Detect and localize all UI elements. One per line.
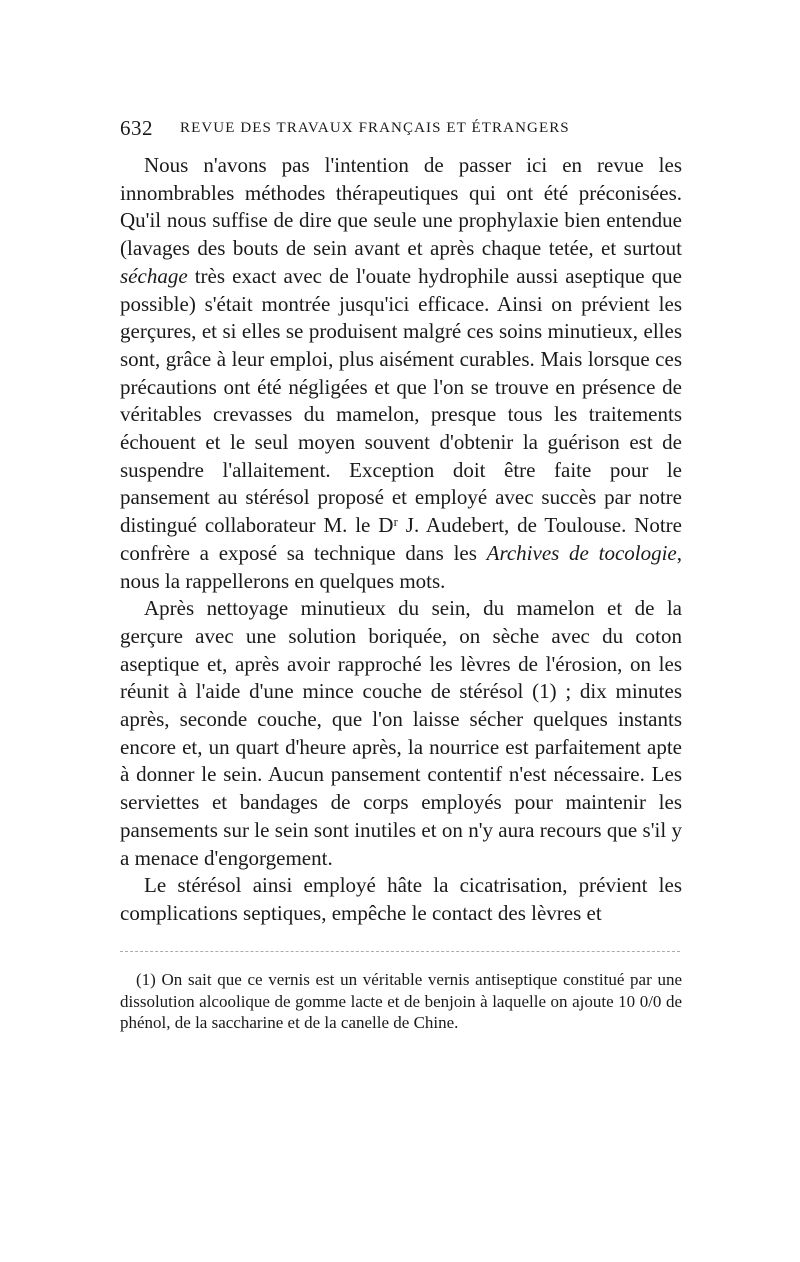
paragraph-2: Après nettoyage minutieux du sein, du mamelon et de la gerçure avec une solution boriquée, on sèche avec du coton aseptique et, après avoir rapproché les lèvres de l'érosion, on les réunit à l'aide d'une mince couche de stérésol (1) ; dix minutes après, seconde couche, que l'on laisse sécher quelques instants encore et, un quart d'heure après, la nourrice est parfaitement apte à donner le sein. Aucun pansement contentif n'est nécessaire. Les serviettes et bandages de corps employés pour maintenir les pansements sur le sein sont inutiles et on n'y aura recours que s'il y a menace d'engorgement. [120, 596, 682, 870]
paragraph-1-emphasis-archives: Archives de tocologie [486, 540, 677, 565]
footnote-text: (1) On sait que ce vernis est un véritable vernis antiseptique constitué par une dissolution alcoolique de gomme lacte et de benjoin à laquelle on ajoute 10 0/0 de phénol, de la saccharine et de la canelle de Chine. [120, 970, 682, 1032]
footnote [120, 969, 682, 1034]
paragraph-1 [120, 152, 682, 595]
paragraph-1-text-b: très exact avec de l'ouate hydrophile aussi aseptique que possible) s'était montrée jusqu'ici efficace. Ainsi on prévient les gerçures, et si elles se produisent malgré ces soins minutieux, elles sont, grâce à leur emploi, plus aisément curables. Mais lorsque ces précautions ont été négligées et que l'on se trouve en présence de véritables crevasses du mamelon, presque tous les traitements échouent et le seul moyen souvent d'obtenir la guérison est de suspendre l'allaitement. Exception doit être faite pour le pansement au stérésol proposé et employé avec succès par notre distingué collaborateur M. le Dʳ J. Audebert, de Toulouse. Notre confrère a exposé sa technique dans les [120, 263, 682, 565]
footnote-divider [120, 951, 680, 952]
paragraph-1-emphasis-sechage: séchage [120, 263, 188, 288]
body-text [120, 152, 682, 928]
paragraph-1-text-a: Nous n'avons pas l'intention de passer ici en revue les innombrables méthodes thérapeutiques qui ont été préconisées. Qu'il nous suffise de dire que seule une prophylaxie bien entendue (lavages des bouts de sein avant et après chaque tetée, et surtout [120, 153, 682, 261]
page-number: 632 [120, 116, 153, 140]
running-head [120, 116, 680, 144]
running-title: REVUE DES TRAVAUX FRANÇAIS ET ÉTRANGERS [180, 120, 570, 136]
paragraph-3: Le stérésol ainsi employé hâte la cicatrisation, prévient les complications septiques, empêche le contact des lèvres et [120, 873, 682, 925]
paragraph-1-text-c: , nous la rappellerons en quelques mots. [120, 540, 683, 593]
